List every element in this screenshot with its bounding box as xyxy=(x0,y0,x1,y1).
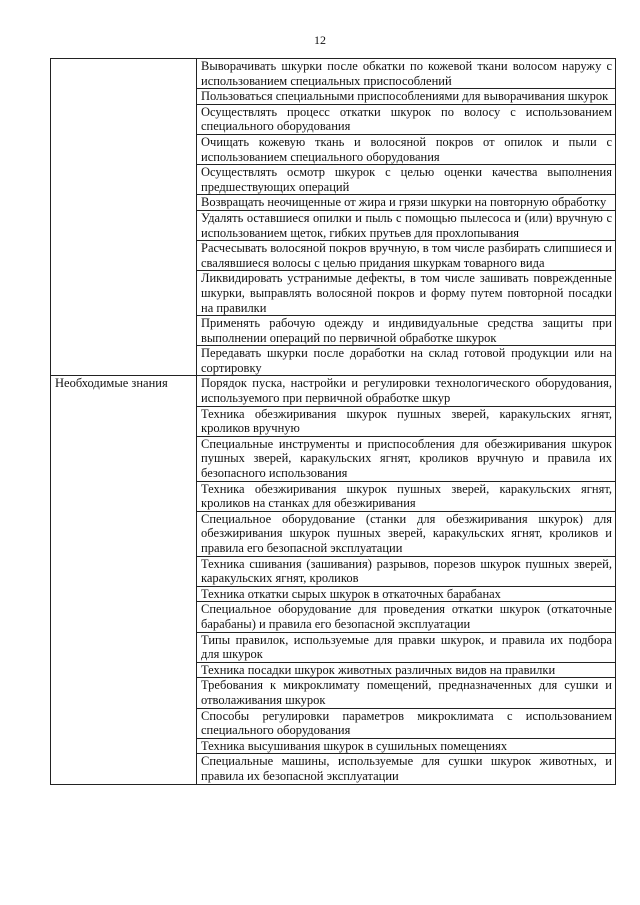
knowledge-section-item: Техника высушивания шкурок в сушильных помещениях xyxy=(197,738,616,754)
knowledge-section-item: Техника посадки шкурок животных различных видов на правилки xyxy=(197,662,616,678)
skills-section-item: Осуществлять процесс откатки шкурок по волосу с использованием специального оборудования xyxy=(197,104,616,134)
skills-section-item: Передавать шкурки после доработки на склад готовой продукции или на сортировку xyxy=(197,346,616,376)
knowledge-section-item: Техника сшивания (зашивания) разрывов, порезов шкурок пушных зверей, каракульских ягнят, кроликов xyxy=(197,556,616,586)
knowledge-section-item: Специальное оборудование для проведения откатки шкурок (откаточные барабаны) и правила его безопасной эксплуатации xyxy=(197,602,616,632)
requirements-table xyxy=(50,58,616,785)
skills-section-label xyxy=(51,59,197,376)
skills-section-item: Применять рабочую одежду и индивидуальные средства защиты при выполнении операций по первичной обработке шкурок xyxy=(197,316,616,346)
knowledge-section-item: Техника откатки сырых шкурок в откаточных барабанах xyxy=(197,586,616,602)
skills-section-item: Возвращать неочищенные от жира и грязи шкурки на повторную обработку xyxy=(197,195,616,211)
skills-section-item: Удалять оставшиеся опилки и пыль с помощью пылесоса и (или) вручную с использованием щеток, гибких прутьев для прохлопывания xyxy=(197,210,616,240)
skills-section-item: Очищать кожевую ткань и волосяной покров от опилок и пыли с использованием специального оборудования xyxy=(197,134,616,164)
page-number: 12 xyxy=(314,33,326,47)
skills-section-item: Ликвидировать устранимые дефекты, в том числе зашивать поврежденные шкурки, выправлять волосяной покров и форму путем повторной посадки на правилки xyxy=(197,271,616,316)
knowledge-section-item: Требования к микроклимату помещений, предназначенных для сушки и отволаживания шкурок xyxy=(197,678,616,708)
knowledge-section-item: Специальное оборудование (станки для обезжиривания шкурок) для обезжиривания шкурок пушных зверей, каракульских ягнят, кроликов и правила его безопасной эксплуатации xyxy=(197,511,616,556)
table-row xyxy=(51,59,616,89)
skills-section-item: Расчесывать волосяной покров вручную, в том числе разбирать слипшиеся и свалявшиеся волосы с целью придания шкуркам товарного вида xyxy=(197,241,616,271)
skills-section-item: Пользоваться специальными приспособлениями для выворачивания шкурок xyxy=(197,89,616,105)
knowledge-section-item: Способы регулировки параметров микроклимата с использованием специального оборудования xyxy=(197,708,616,738)
knowledge-section-item: Техника обезжиривания шкурок пушных зверей, каракульских ягнят, кроликов на станках для обезжиривания xyxy=(197,481,616,511)
knowledge-section-item: Специальные инструменты и приспособления для обезжиривания шкурок пушных зверей, каракульских ягнят, кроликов вручную и правила их безопасного использования xyxy=(197,436,616,481)
knowledge-section-item: Порядок пуска, настройки и регулировки технологического оборудования, используемого при первичной обработке шкур xyxy=(197,376,616,406)
requirements-table-body xyxy=(51,59,616,785)
knowledge-section-item: Специальные машины, используемые для сушки шкурок животных, и правила их безопасной эксплуатации xyxy=(197,754,616,784)
knowledge-section-item: Техника обезжиривания шкурок пушных зверей, каракульских ягнят, кроликов вручную xyxy=(197,406,616,436)
knowledge-section-item: Типы правилок, используемые для правки шкурок, и правила их подбора для шкурок xyxy=(197,632,616,662)
knowledge-section-label: Необходимые знания xyxy=(51,376,197,784)
skills-section-item: Осуществлять осмотр шкурок с целью оценки качества выполнения предшествующих операций xyxy=(197,165,616,195)
table-row xyxy=(51,376,616,406)
skills-section-item: Выворачивать шкурки после обкатки по кожевой ткани волосом наружу с использованием специальных приспособлений xyxy=(197,59,616,89)
